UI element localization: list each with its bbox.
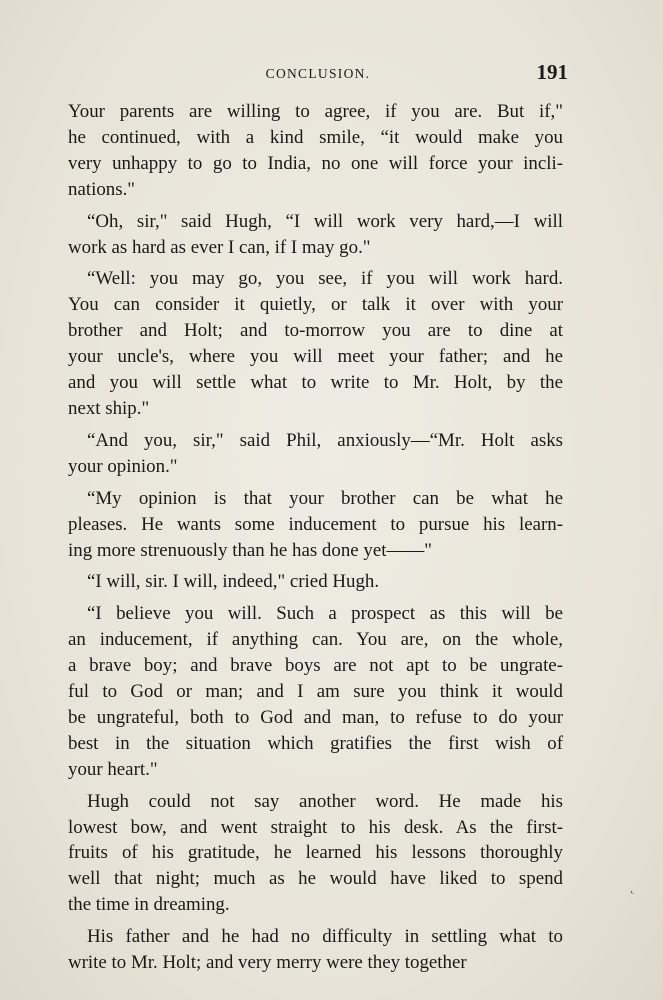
text-line: “I will, sir. I will, indeed," cried Hugh. — [87, 571, 380, 593]
text-line: work as hard as ever I can, if I may go." — [68, 236, 371, 258]
text-line: write to Mr. Holt; and very merry were they together — [68, 952, 467, 974]
paragraph — [68, 789, 563, 919]
text-line: “I believe you will. Such a prospect as this will be — [87, 603, 563, 625]
running-head: CONCLUSION. — [265, 66, 371, 81]
text-line: “Well: you may go, you see, if you will work hard. — [87, 268, 563, 290]
text-line: You can consider it quietly, or talk it over with your — [68, 294, 563, 316]
body-text — [68, 99, 563, 982]
text-line: the time in dreaming. — [68, 894, 230, 916]
paragraph — [68, 924, 563, 976]
text-line: be ungrateful, both to God and man, to refuse to do your — [68, 706, 563, 728]
text-line: lowest bow, and went straight to his desk. As the first- — [68, 816, 563, 838]
text-line: he continued, with a kind smile, “it would make you — [68, 126, 563, 148]
text-line: your opinion." — [68, 455, 178, 477]
paragraph — [68, 99, 563, 203]
text-line: “Oh, sir," said Hugh, “I will work very hard,—I will — [87, 210, 563, 232]
page-number: 191 — [536, 60, 568, 84]
page-header — [68, 60, 568, 90]
paragraph — [68, 428, 563, 480]
text-line: nations." — [68, 178, 136, 200]
text-line: fruits of his gratitude, he learned his lessons thoroughly — [68, 842, 563, 864]
margin-speck: ˛ — [630, 880, 635, 895]
text-line: and you will settle what to write to Mr. Holt, by the — [68, 372, 563, 394]
text-line: ful to God or man; and I am sure you think it would — [68, 681, 563, 703]
text-line: “And you, sir," said Phil, anxiously—“Mr. Holt asks — [87, 429, 563, 451]
text-line: well that night; much as he would have liked to spend — [68, 868, 563, 890]
text-line: ing more strenuously than he has done yet——" — [68, 539, 432, 561]
text-line: your heart." — [68, 758, 158, 780]
text-line: His father and he had no difficulty in settling what to — [87, 926, 563, 948]
paragraph — [68, 266, 563, 421]
paragraph — [68, 569, 563, 595]
text-line: brother and Holt; and to-morrow you are to dine at — [68, 320, 563, 342]
text-line: Hugh could not say another word. He made his — [87, 790, 563, 812]
text-line: Your parents are willing to agree, if you are. But if," — [68, 101, 563, 122]
text-line: a brave boy; and brave boys are not apt to be ungrate- — [68, 655, 563, 677]
text-line: your uncle's, where you will meet your father; and he — [68, 346, 563, 368]
text-line: an inducement, if anything can. You are, on the whole, — [68, 629, 563, 651]
paragraph — [68, 486, 563, 564]
text-line: best in the situation which gratifies the first wish of — [68, 732, 563, 754]
text-line: pleases. He wants some inducement to pursue his learn- — [68, 513, 563, 535]
paragraph — [68, 601, 563, 782]
text-line: “My opinion is that your brother can be what he — [87, 487, 563, 509]
paragraph — [68, 209, 563, 261]
text-line: very unhappy to go to India, no one will force your incli- — [68, 152, 563, 174]
text-line: next ship." — [68, 397, 150, 419]
